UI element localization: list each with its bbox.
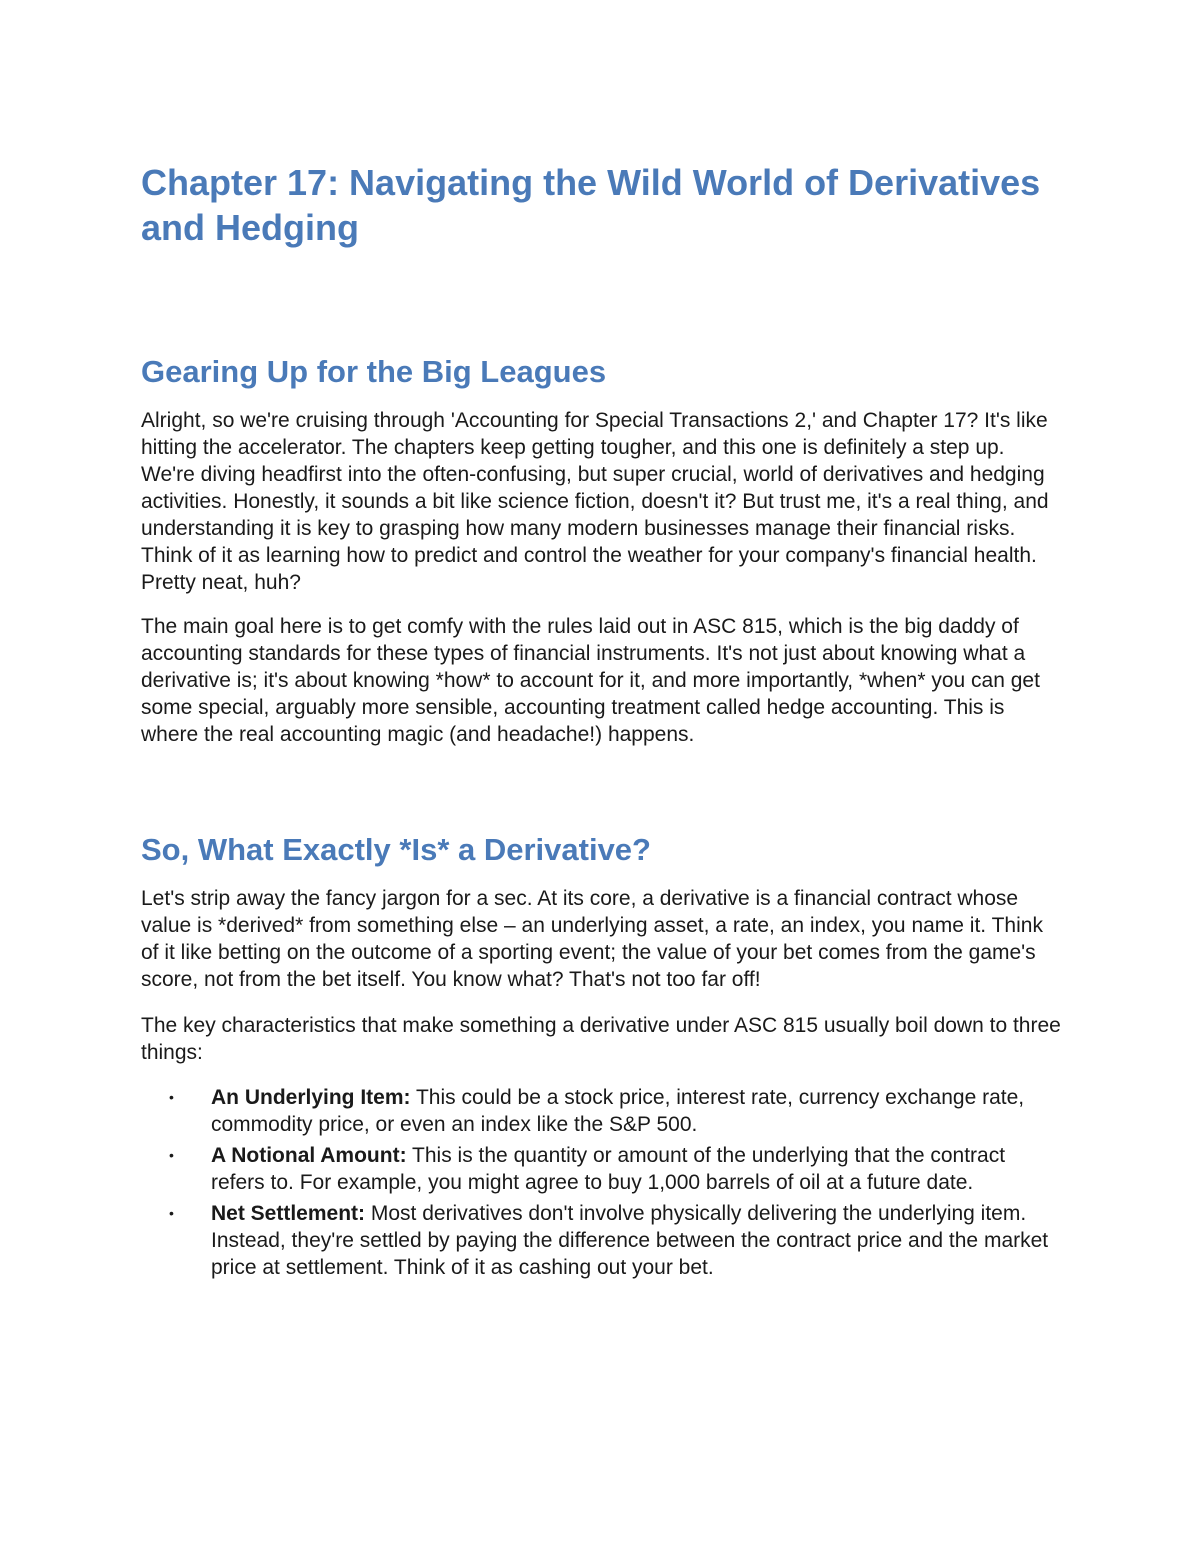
- list-item-text: Most derivatives don't involve physically delivering the underlying item. Instead, they're settled by paying the difference between the contract price and the market price at settlement. Think of it as cashing out your bet.: [211, 1202, 1049, 1279]
- paragraph-main-goal: The main goal here is to get comfy with the rules laid out in ASC 815, which is the big daddy of accounting standards for these types of financial instruments. It's not just about knowing what a derivative is; it's about knowing *how* to account for it, and more importantly, *when* you can get some special, arguably more sensible, accounting treatment called hedge accounting. This is where the real accounting magic (and headache!) happens.: [141, 615, 1040, 746]
- list-item-text: This could be a stock price, interest rate, currency exchange rate, commodity price, or even an index like the S&P 500.: [211, 1086, 1025, 1136]
- document-page: [141, 160, 1061, 1285]
- chapter-title: Chapter 17: Navigating the Wild World of Derivatives and Hedging: [141, 162, 1041, 248]
- section-heading-gearing-up: Gearing Up for the Big Leagues: [141, 354, 607, 389]
- bullet-icon: •: [169, 1089, 174, 1105]
- list-item-term: An Underlying Item:: [211, 1086, 411, 1109]
- list-item-notional: [141, 1142, 1061, 1196]
- bullet-icon: •: [169, 1205, 174, 1221]
- list-item-net-settlement: [141, 1200, 1061, 1281]
- bullet-icon: •: [169, 1147, 174, 1163]
- characteristics-list: [141, 1084, 1061, 1281]
- list-item-underlying: [141, 1084, 1061, 1138]
- paragraph-key-characteristics: The key characteristics that make something a derivative under ASC 815 usually boil down to three things:: [141, 1014, 1061, 1064]
- list-item-term: A Notional Amount:: [211, 1144, 407, 1167]
- list-item-text: This is the quantity or amount of the underlying that the contract refers to. For example, you might agree to buy 1,000 barrels of oil at a future date.: [211, 1144, 1006, 1194]
- list-item-term: Net Settlement:: [211, 1202, 366, 1225]
- paragraph-derivative-definition: Let's strip away the fancy jargon for a sec. At its core, a derivative is a financial contract whose value is *derived* from something else – an underlying asset, a rate, an index, you name it. Think of it like betting on the outcome of a sporting event; the value of your bet comes from the game's score, not from the bet itself. You know what? That's not too far off!: [141, 887, 1043, 991]
- section-heading-what-is-derivative: So, What Exactly *Is* a Derivative?: [141, 832, 651, 867]
- paragraph-intro: Alright, so we're cruising through 'Accounting for Special Transactions 2,' and Chapter 17? It's like hitting the accelerator. The chapters keep getting tougher, and this one is definitely a step up. We're diving headfirst into the often-confusing, but super crucial, world of derivatives and hedging activities. Honestly, it sounds a bit like science fiction, doesn't it? But trust me, it's a real thing, and understanding it is key to grasping how many modern businesses manage their financial risks. Think of it as learning how to predict and control the weather for your company's financial health. Pretty neat, huh?: [141, 409, 1049, 594]
